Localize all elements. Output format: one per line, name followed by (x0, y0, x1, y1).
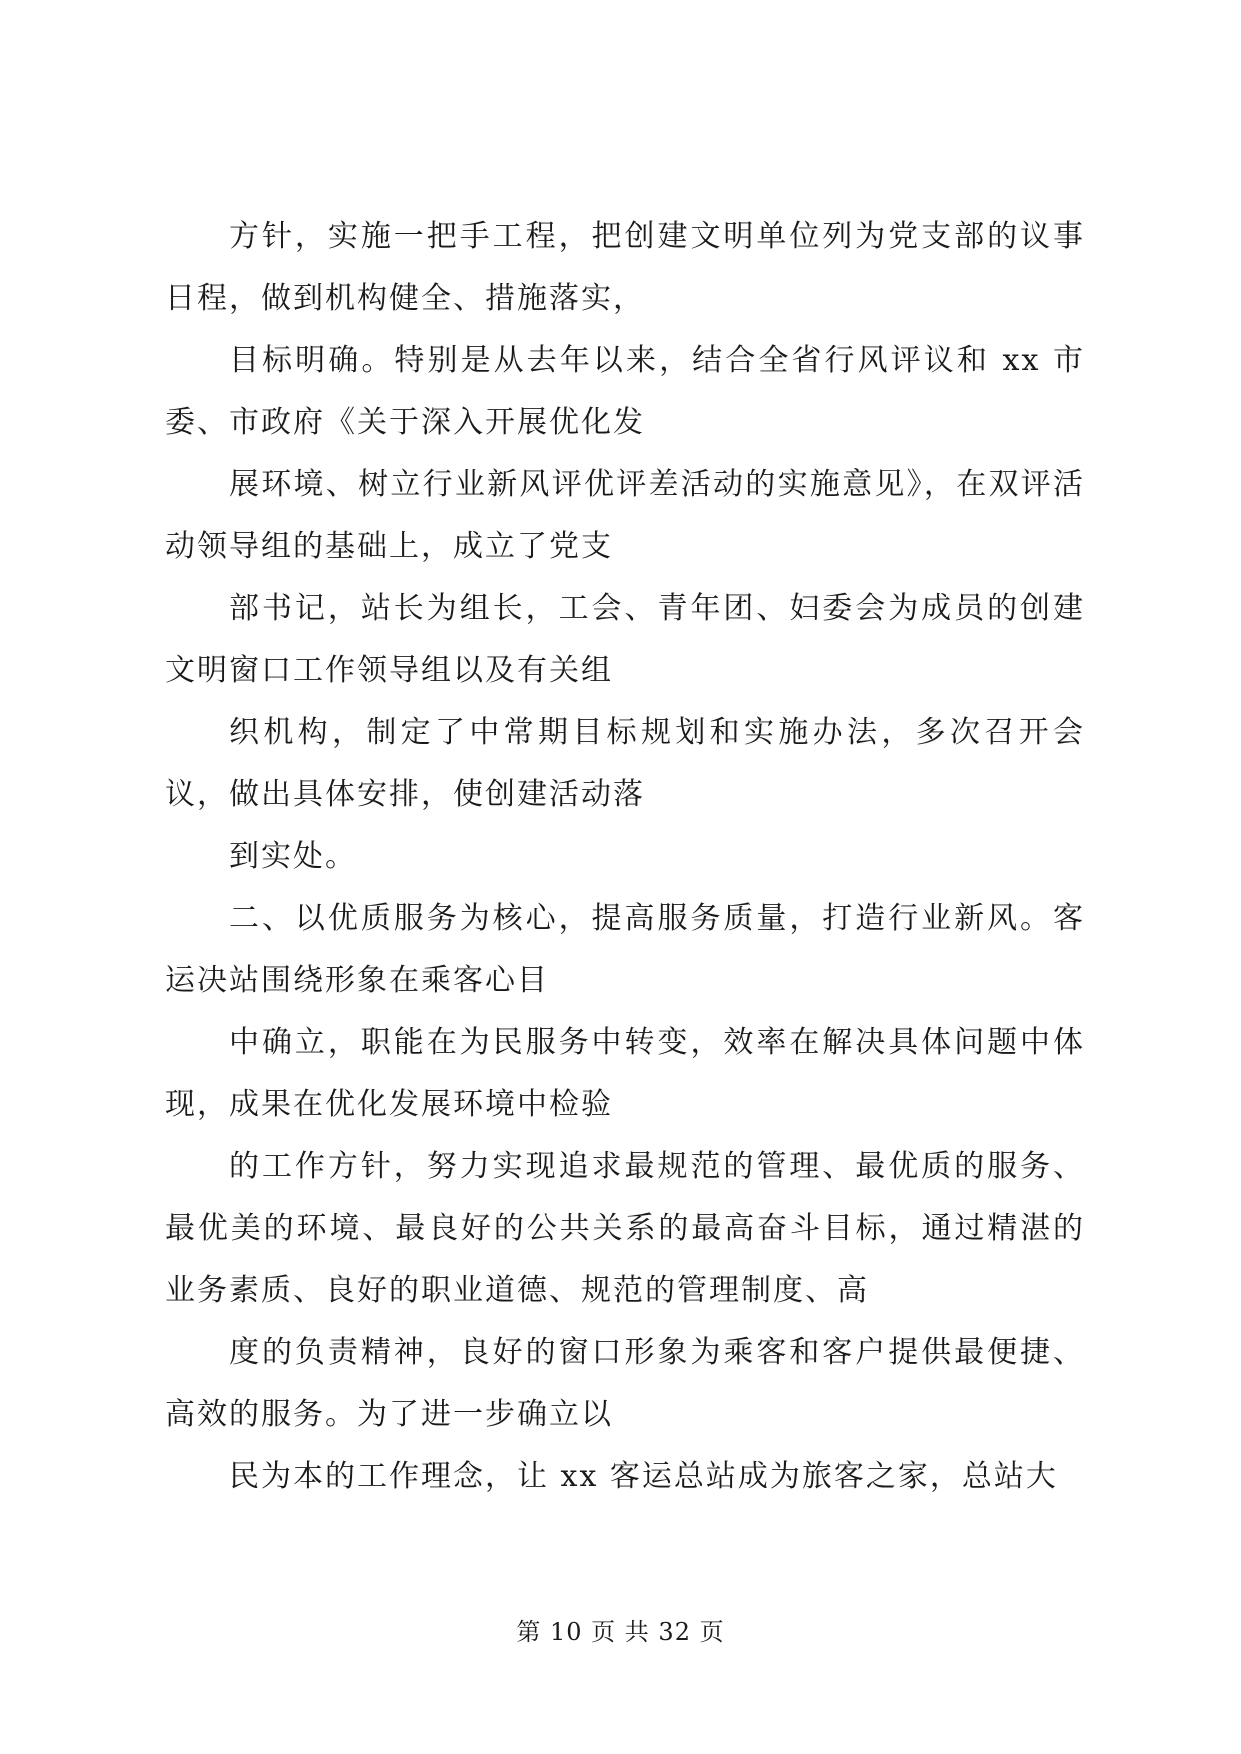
paragraph-5: 织机构，制定了中常期目标规划和实施办法，多次召开会议，做出具体安排，使创建活动落 (165, 715, 1085, 812)
paragraph-2: 目标明确。特别是从去年以来，结合全省行风评议和 xx 市委、市政府《关于深入开展优化发 (165, 343, 1085, 440)
paragraph-7: 二、以优质服务为核心，提高服务质量，打造行业新风。客运决站围绕形象在乘客心目 (165, 901, 1085, 998)
document-body (165, 206, 1085, 1508)
paragraph-4: 部书记，站长为组长，工会、青年团、妇委会为成员的创建文明窗口工作领导组以及有关组 (165, 591, 1085, 688)
paragraph-9: 的工作方针，努力实现追求最规范的管理、最优质的服务、最优美的环境、最良好的公共关系的最高奋斗目标，通过精湛的业务素质、良好的职业道德、规范的管理制度、高 (165, 1149, 1085, 1308)
paragraph-8: 中确立，职能在为民服务中转变，效率在解决具体问题中体现，成果在优化发展环境中检验 (165, 1025, 1085, 1122)
paragraph-10: 度的负责精神，良好的窗口形象为乘客和客户提供最便捷、高效的服务。为了进一步确立以 (165, 1335, 1085, 1432)
paragraph-11: 民为本的工作理念，让 xx 客运总站成为旅客之家，总站大 (229, 1459, 1058, 1494)
paragraph-1: 方针，实施一把手工程，把创建文明单位列为党支部的议事日程，做到机构健全、措施落实， (165, 219, 1085, 316)
page-number-footer: 第 10 页 共 32 页 (516, 1618, 725, 1646)
paragraph-6: 到实处。 (229, 839, 357, 874)
paragraph-3: 展环境、树立行业新风评优评差活动的实施意见》，在双评活动领导组的基础上，成立了党支 (165, 467, 1085, 564)
